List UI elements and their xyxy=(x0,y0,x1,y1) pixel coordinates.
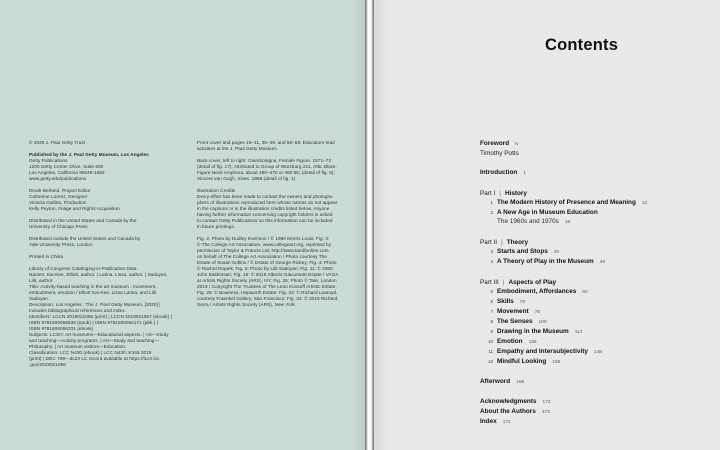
toc-entry-author: Timothy Potts xyxy=(480,150,519,157)
colophon-text-line: Library of Congress Cataloging-in-Publication Data xyxy=(29,266,137,271)
contents-page xyxy=(374,0,720,450)
toc-page-number: 148 xyxy=(593,350,602,355)
toc-entry xyxy=(480,397,695,407)
colophon-text-line: Every effort has been made to contact the owners and photogra- xyxy=(197,194,334,199)
toc-page-number: 40 xyxy=(553,250,560,255)
colophon-column-right xyxy=(197,140,355,314)
page-spine xyxy=(365,0,374,450)
toc-page-number: iv xyxy=(515,142,519,147)
toc-page-number: 16 xyxy=(564,220,571,225)
colophon-text-line: Estate of Susan Sollins / © Estate of George Rickey; Fig. 4: Photo xyxy=(197,260,337,265)
colophon-text-line: 1200 Getty Center Drive, Suite 500 xyxy=(29,164,104,169)
toc-chapter-entry xyxy=(480,198,695,208)
colophon-text-line: .gov/2019021056 xyxy=(29,362,66,367)
table-of-contents xyxy=(480,139,695,427)
colophon-text-line: Distributed outside the United States and Canada by xyxy=(29,236,141,241)
colophon-text-line: John Baldessari; Fig. 16: © 2019 Alberto Giacometti Estate / VAGA xyxy=(197,272,339,277)
toc-part-heading xyxy=(480,278,695,287)
toc-page-number: 173 xyxy=(541,410,550,415)
toc-chapter-number: 9 xyxy=(490,329,493,334)
colophon-text-line: Title: Activity-based teaching in the art museum : movement, xyxy=(29,284,157,289)
toc-part-label: Part I xyxy=(480,190,496,197)
toc-page-number: 1 xyxy=(523,171,526,176)
colophon-block xyxy=(197,140,355,152)
colophon-text-line: (print) | DDC 708—dc23 LC record available at https://lccn.loc xyxy=(29,356,160,361)
colophon-block xyxy=(29,188,187,212)
colophon-text-line: Dinah Berland, Project Editor xyxy=(29,188,91,193)
colophon-text-line: Subjects: LCSH: Art museums—Educational aspects. | Art—Study xyxy=(29,332,169,337)
toc-part-label: Part II xyxy=(480,239,498,246)
toc-entry-label: About the Authors xyxy=(480,408,536,415)
toc-chapter-title: Embodiment, Affordances xyxy=(497,288,577,295)
colophon-text-line: Identifiers: LCCN 2019021056 (print) | LCCN 2019021057 (ebook) | xyxy=(29,314,172,319)
colophon-text-line: phers of illustrations reproduced here whose names do not appear xyxy=(197,200,338,205)
toc-entry-label: Introduction xyxy=(480,169,518,176)
toc-chapter-number: 7 xyxy=(490,309,493,314)
colophon-text-line: Los Angeles, California 90049-1682 xyxy=(29,170,105,175)
colophon-text-line: activities at the J. Paul Getty Museum xyxy=(197,146,277,151)
toc-chapter-title: Movement xyxy=(497,308,529,315)
colophon-block xyxy=(29,254,187,260)
colophon-block xyxy=(29,140,187,146)
colophon-text-line: Getty Publications xyxy=(29,158,68,163)
colophon-text-line: Distributed in the United States and Canada by the xyxy=(29,218,137,223)
toc-chapter-title: The Senses xyxy=(497,318,533,325)
toc-chapter-entry xyxy=(480,297,695,307)
toc-chapter-number: 4 xyxy=(490,259,493,264)
toc-page-number: 48 xyxy=(599,260,606,265)
colophon-text-line: ISBN 9781606066638 (epub) | ISBN 9781606066171 (pbk.) | xyxy=(29,320,158,325)
toc-chapter-title: Skills xyxy=(497,298,514,305)
toc-page-number: 128 xyxy=(528,340,537,345)
toc-page-number: 169 xyxy=(516,380,525,385)
colophon-text-line: to contact Getty Publications so this information can be included xyxy=(197,218,333,223)
colophon-text-line: and teaching—Activity programs. | Art—Study and teaching— xyxy=(29,338,160,343)
colophon-text-line: Description: Los Angeles : The J. Paul Getty Museum, [2020] | xyxy=(29,302,161,307)
colophon-text-line: Serra / Artists Rights Society (ARS), New York. xyxy=(197,302,297,307)
toc-chapter-entry xyxy=(480,317,695,327)
colophon-text-line: Illustration Credits xyxy=(197,188,236,193)
toc-chapter-number: 8 xyxy=(490,319,493,324)
colophon-text-line: Printed in China xyxy=(29,254,63,259)
toc-part-heading xyxy=(480,189,695,198)
colophon-block xyxy=(29,266,187,368)
toc-entry xyxy=(480,139,695,149)
colophon-text-line: Catherine Lorenz, Designer xyxy=(29,194,88,199)
toc-page-number: 60 xyxy=(582,290,588,295)
colophon-text-line: University of Chicago Press xyxy=(29,224,88,229)
toc-page-number: 100 xyxy=(538,320,547,325)
toc-chapter-number: 1 xyxy=(490,200,493,205)
colophon-text-line: Includes bibliographical references and index. xyxy=(29,308,126,313)
colophon-text-line: Philosophy. | Art museum visitors—Education. xyxy=(29,344,127,349)
toc-part-title: Theory xyxy=(506,239,529,246)
toc-chapter-number: 6 xyxy=(490,299,493,304)
toc-chapter-number: 11 xyxy=(488,349,493,354)
toc-chapter-entry xyxy=(480,327,695,337)
toc-entry-label: Afterword xyxy=(480,378,511,385)
toc-entry xyxy=(480,417,695,427)
colophon-text-line: Published by the J. Paul Getty Museum, Los Angeles xyxy=(29,152,149,157)
toc-entry-label: Foreword xyxy=(480,140,510,147)
toc-chapter-entry xyxy=(480,307,695,317)
colophon-text-line: Lilit, author. xyxy=(29,278,54,283)
colophon-text-line: © 2020 J. Paul Getty Trust xyxy=(29,140,86,145)
toc-page-number: 172 xyxy=(542,400,551,405)
toc-page-number: 114 xyxy=(574,330,583,335)
colophon-text-line: having further information concerning copyright holders is asked xyxy=(197,212,333,217)
colophon-text-line: © Rachel Ropeik; Fig. 5: Photo by Lilit Sadoyan; Fig. 11: © 2000 xyxy=(197,266,333,271)
toc-entry xyxy=(480,407,695,417)
colophon-text-line: Fig. 2: Photo by Dudley Evenson / © 1960 Morris Louis; Fig. 3: xyxy=(197,236,330,241)
toc-chapter-title: Emotion xyxy=(497,338,523,345)
colophon-block xyxy=(29,152,187,182)
colophon-text-line: at Artists Rights Society (ARS), NY; Fig. 25: Photo © Tate, London xyxy=(197,278,337,283)
colophon-text-line: Kelly Peyton, Image and Rights Acquisition xyxy=(29,206,120,211)
toc-chapter-entry xyxy=(480,357,695,367)
toc-part-label: Part III xyxy=(480,279,499,286)
toc-part-heading xyxy=(480,238,695,247)
toc-chapter-title: A Theory of Play in the Museum xyxy=(497,258,594,265)
colophon-text-line: Sadoyan. xyxy=(29,296,50,301)
toc-page-number: 174 xyxy=(502,420,511,425)
colophon-text-line: Victoria Gallina, Production xyxy=(29,200,87,205)
toc-subtitle-text: The 1960s and 1970s xyxy=(497,218,559,225)
toc-chapter-title: Mindful Looking xyxy=(497,358,547,365)
toc-chapter-entry xyxy=(480,287,695,297)
colophon-text-line: Yale University Press, London xyxy=(29,242,93,247)
colophon-text-line: ISBN 9781606066331 (ebook) xyxy=(29,326,94,331)
toc-chapter-subtitle xyxy=(480,217,695,227)
toc-chapter-entry xyxy=(480,208,695,217)
colophon-block xyxy=(197,236,355,308)
colophon-text-line: Vincent van Gogh, Irises, 1889 (detail of fig. 1) xyxy=(197,176,296,181)
colophon-text-line: embodiment, emotion / Elliott Kai-Kee, Lissa Latina, and Lilit xyxy=(29,290,157,295)
colophon-text-line: (detail of fig. 17); Attributed to Group of Würzburg 221, Attic Black- xyxy=(197,164,338,169)
colophon-text-line: Names: Kai-Kee, Elliott, author. | Latina, Lissa, author. | Sadoyan, xyxy=(29,272,168,277)
toc-entry xyxy=(480,377,695,387)
toc-chapter-title: Starts and Stops xyxy=(497,248,548,255)
toc-chapter-number: 10 xyxy=(488,339,493,344)
toc-chapter-entry xyxy=(480,257,695,267)
toc-chapter-entry xyxy=(480,247,695,257)
colophon-text-line: on behalf of The College Art Association / Photo courtesy The xyxy=(197,254,327,259)
toc-chapter-entry xyxy=(480,347,695,357)
colophon-text-line: Fig. 28: © Bowness, Hepworth Estate; Fig. 33: © Richard Learoyd, xyxy=(197,290,338,295)
colophon-text-line: Front cover and pages 10–11, 38–39, and 58–59: Educators lead xyxy=(197,140,335,145)
toc-chapter-title: Drawing in the Museum xyxy=(497,328,569,335)
colophon-text-line: www.getty.edu/publications xyxy=(29,176,87,181)
toc-chapter-number: 5 xyxy=(490,289,493,294)
toc-chapter-title: A New Age in Museum Education xyxy=(497,209,598,216)
toc-chapter-number: 12 xyxy=(488,359,493,364)
colophon-text-line: permission of Taylor & Francis Ltd, http://www.tandfonline.com xyxy=(197,248,329,253)
toc-part-title: Aspects of Play xyxy=(508,279,557,286)
toc-page-number: 70 xyxy=(519,300,526,305)
colophon-text-line: Classification: LCC N430 (ebook) | LCC N430 .K345 2019 xyxy=(29,350,152,355)
toc-page-number: 78 xyxy=(534,310,540,315)
toc-part-divider: | xyxy=(501,239,503,246)
colophon-text-line: in the captions or in the illustration credits listed below. Anyone xyxy=(197,206,330,211)
toc-chapter-title: Empathy and Intersubjectivity xyxy=(497,348,588,355)
toc-page-number: 12 xyxy=(641,201,648,206)
toc-chapter-entry xyxy=(480,337,695,347)
toc-part-divider: | xyxy=(499,190,501,197)
colophon-block xyxy=(197,158,355,182)
colophon-block xyxy=(197,188,355,230)
colophon-block xyxy=(29,218,187,230)
colophon-text-line: courtesy Fraenkel Gallery, San Francisco; Fig. 34: © 2019 Richard xyxy=(197,296,338,301)
toc-part-title: History xyxy=(504,190,527,197)
colophon-text-line: in future printings. xyxy=(197,224,236,229)
toc-entry-label: Acknowledgments xyxy=(480,398,537,405)
toc-page-number: 159 xyxy=(552,360,561,365)
colophon-text-line: 2019 / Copyright The Trustees of The Leon Kossoff Artistic Estate; xyxy=(197,284,337,289)
toc-entry-label: Index xyxy=(480,418,497,425)
colophon-column-left xyxy=(29,140,187,374)
toc-chapter-number: 3 xyxy=(490,249,493,254)
colophon-text-line: Figure Neck Amphora, about 480–470 or 460 BC (detail of fig. 5); xyxy=(197,170,335,175)
colophon-text-line: © The College Art Association, www.collegeart.org, reprinted by xyxy=(197,242,332,247)
toc-chapter-number: 2 xyxy=(490,210,493,215)
toc-chapter-title: The Modern History of Presence and Meaning xyxy=(497,199,636,206)
colophon-block xyxy=(29,236,187,248)
toc-entry xyxy=(480,168,695,178)
page-title: Contents xyxy=(545,36,619,54)
toc-part-divider: | xyxy=(502,279,505,286)
colophon-text-line: Back cover, left to right: Giambologna, Female Figure, 1571–73 xyxy=(197,158,332,163)
